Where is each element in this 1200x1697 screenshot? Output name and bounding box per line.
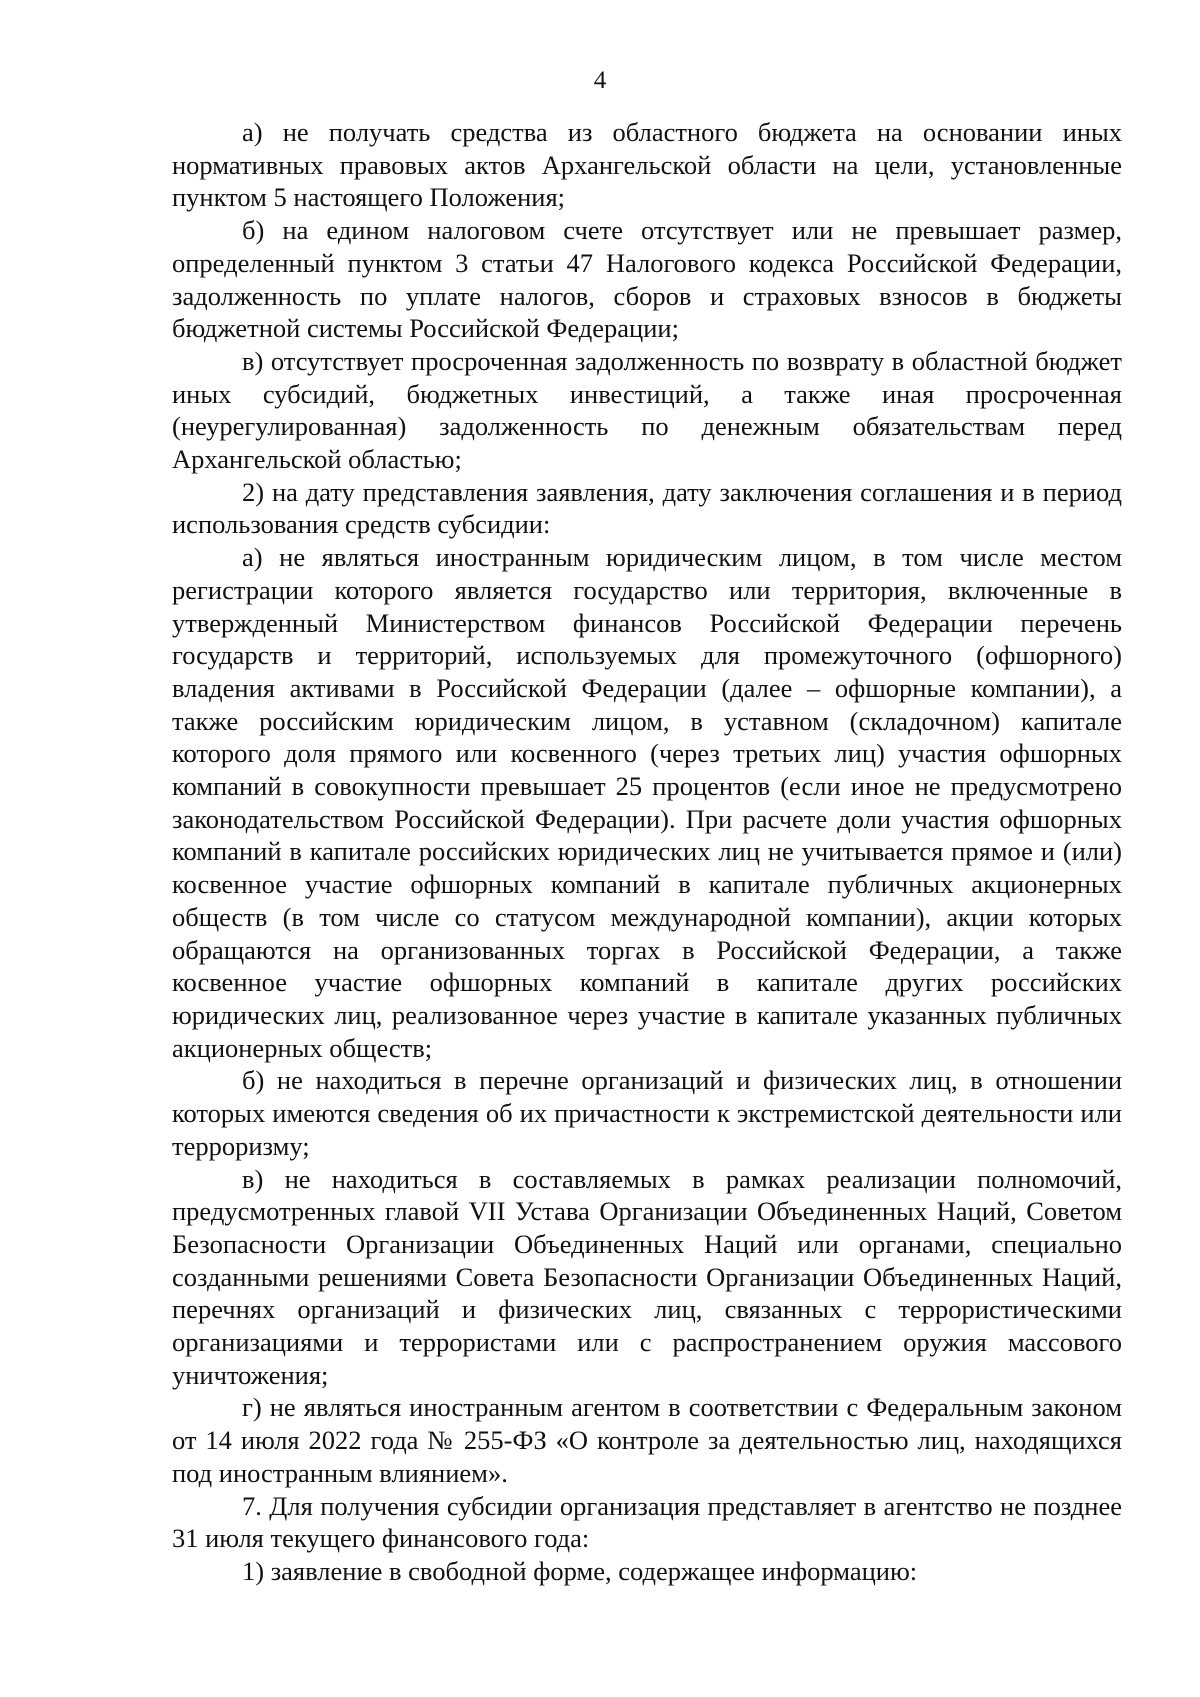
paragraph-2c-un-lists: в) не находиться в составляемых в рамках реализации полномочий, предусмотренных главой VII Устава Организации Объединенных Наций, Советом Безопасности Организации Объединенных Наций или органами, специально созданными решениями Совета Безопасности Организации Объединенных Наций, перечнях организаций и физических лиц, связанных с террористическими организациями и террористами или с распространением оружия массового уничтожения;: [172, 1163, 1122, 1390]
paragraph-7-1-free-form-statement: 1) заявление в свободной форме, содержащее информацию:: [242, 1555, 918, 1586]
page-number: 4: [593, 67, 607, 94]
paragraph-1b-tax-debt: б) на едином налоговом счете отсутствует или не превышает размер, определенный пунктом 3 статьи 47 Налогового кодекса Российской Федерации, задолженность по уплате налогов, сборов и страховых взносов в бюджеты бюджетной системы Российской Федерации;: [172, 215, 1122, 344]
paragraph-2-application-date: 2) на дату представления заявления, дату заключения соглашения и в период использования средств субсидии:: [172, 476, 1122, 540]
paragraph-1a-no-other-budget-funds: а) не получать средства из областного бюджета на основании иных нормативных правовых актов Архангельской области на цели, установленные пунктом 5 настоящего Положения;: [172, 117, 1122, 213]
paragraph-7-subsidy-application: 7. Для получения субсидии организация представляет в агентство не позднее 31 июля текущего финансового года:: [172, 1490, 1122, 1554]
document-body: [172, 116, 1122, 1588]
paragraph-1c-overdue-debt: в) отсутствует просроченная задолженность по возврату в областной бюджет иных субсидий, бюджетных инвестиций, а также иная просроченная (неурегулированная) задолженность по денежным обязательствам перед Архангельской областью;: [172, 345, 1122, 475]
paragraph-2a-offshore: а) не являться иностранным юридическим лицом, в том числе местом регистрации которого является государство или территория, включенные в утвержденный Министерством финансов Российской Федерации перечень государств и территорий, используемых для промежуточного (офшорного) владения активами в Российской Федерации (далее – офшорные компании), а также российским юридическим лицом, в уставном (складочном) капитале которого доля прямого или косвенного (через третьих лиц) участия офшорных компаний в совокупности превышает 25 процентов (если иное не предусмотрено законодательством Российской Федерации). При расчете доли участия офшорных компаний в капитале российских юридических лиц не учитывается прямое и (или) косвенное участие офшорных компаний в капитале публичных акционерных обществ (в том числе со статусом международной компании), акции которых обращаются на организованных торгах в Российской Федерации, а также косвенное участие офшорных компаний в капитале других российских юридических лиц, реализованное через участие в капитале указанных публичных акционерных обществ;: [172, 542, 1122, 1063]
paragraph-2b-extremism-list: б) не находиться в перечне организаций и физических лиц, в отношении которых имеются сведения об их причастности к экстремистской деятельности или терроризму;: [172, 1065, 1122, 1161]
paragraph-2d-foreign-agent: г) не являться иностранным агентом в соответствии с Федеральным законом от 14 июля 2022 года № 255-ФЗ «О контроле за деятельностью лиц, находящихся под иностранным влиянием».: [172, 1392, 1122, 1488]
